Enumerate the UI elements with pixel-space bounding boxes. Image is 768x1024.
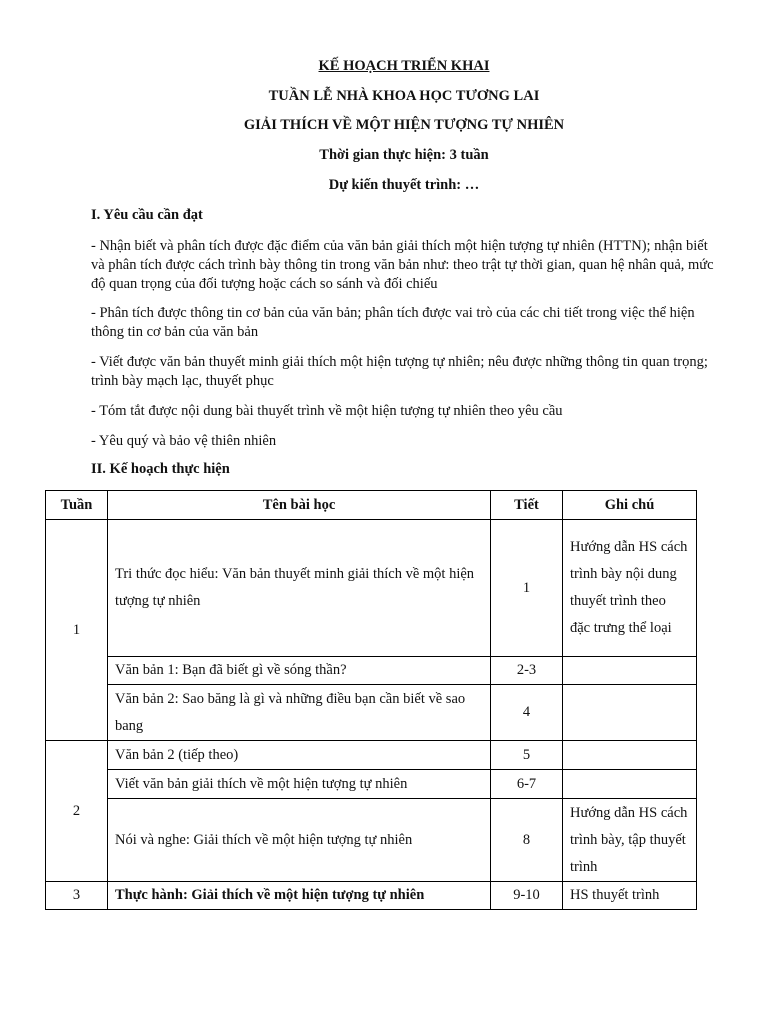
table-row [46,799,697,882]
period-cell: 6-7 [491,770,563,799]
document-title: KẾ HOẠCH TRIỂN KHAI [318,58,490,74]
period-cell: 2-3 [491,657,563,685]
table-row [46,520,697,657]
lesson-cell: Văn bản 1: Bạn đã biết gì về sóng thần? [108,657,491,685]
lesson-cell: Thực hành: Giải thích về một hiện tượng tự nhiên [108,882,491,910]
lesson-cell: Văn bản 2 (tiếp theo) [108,741,491,770]
note-cell [563,657,697,685]
note-cell [563,685,697,741]
table-row [46,882,697,910]
week-cell: 3 [46,882,108,910]
table-row [46,770,697,799]
period-cell: 4 [491,685,563,741]
document-subtitle-event: TUẦN LỄ NHÀ KHOA HỌC TƯƠNG LAI [268,88,540,104]
period-cell: 5 [491,741,563,770]
column-header-lesson: Tên bài học [108,491,491,520]
plan-table [45,490,697,910]
document-subtitle-topic: GIẢI THÍCH VỀ MỘT HIỆN TƯỢNG TỰ NHIÊN [243,117,565,133]
lesson-cell: Tri thức đọc hiểu: Văn bản thuyết minh giải thích về một hiện tượng tự nhiên [108,520,491,657]
table-row [46,741,697,770]
duration-line: Thời gian thực hiện: 3 tuần [319,147,489,163]
section-heading-requirements: I. Yêu cầu cần đạt [91,207,203,223]
section-heading-plan: II. Kế hoạch thực hiện [91,461,230,477]
note-cell: Hướng dẫn HS cách trình bày, tập thuyết trình [563,799,697,882]
note-cell: Hướng dẫn HS cách trình bày nội dung thuyết trình theo đặc trưng thể loại [563,520,697,657]
note-cell [563,770,697,799]
presentation-line: Dự kiến thuyết trình: … [328,177,480,193]
period-cell: 8 [491,799,563,882]
requirement-item: - Viết được văn bản thuyết minh giải thích một hiện tượng tự nhiên; nêu được những thông tin quan trọng; trình bày mạch lạc, thuyết phục [91,354,708,389]
week-cell: 2 [46,741,108,882]
column-header-note: Ghi chú [563,491,697,520]
period-cell: 1 [491,520,563,657]
table-row [46,685,697,741]
requirement-item: - Yêu quý và bảo vệ thiên nhiên [91,433,277,449]
note-cell [563,741,697,770]
requirement-item: - Phân tích được thông tin cơ bản của văn bản; phân tích được vai trò của các chi tiết trong việc thể hiện thông tin cơ bản của văn bản [91,305,695,340]
requirement-item: - Nhận biết và phân tích được đặc điểm của văn bản giải thích một hiện tượng tự nhiên (HTTN); nhận biết và phân tích được cách trình bày thông tin trong văn bản như: theo trật tự thời gian, quan hệ nhân quả, mức độ quan trọng của đối tượng hoặc cách so sánh và đối chiếu [91,238,714,292]
lesson-cell: Viết văn bản giải thích về một hiện tượng tự nhiên [108,770,491,799]
period-cell: 9-10 [491,882,563,910]
table-header-row [46,491,697,520]
table-row [46,657,697,685]
week-cell: 1 [46,520,108,741]
column-header-period: Tiết [491,491,563,520]
lesson-cell: Văn bản 2: Sao băng là gì và những điều bạn cần biết về sao bang [108,685,491,741]
requirement-item: - Tóm tắt được nội dung bài thuyết trình về một hiện tượng tự nhiên theo yêu cầu [91,403,563,419]
lesson-cell: Nói và nghe: Giải thích về một hiện tượng tự nhiên [108,799,491,882]
note-cell: HS thuyết trình [563,882,697,910]
column-header-week: Tuần [46,491,108,520]
